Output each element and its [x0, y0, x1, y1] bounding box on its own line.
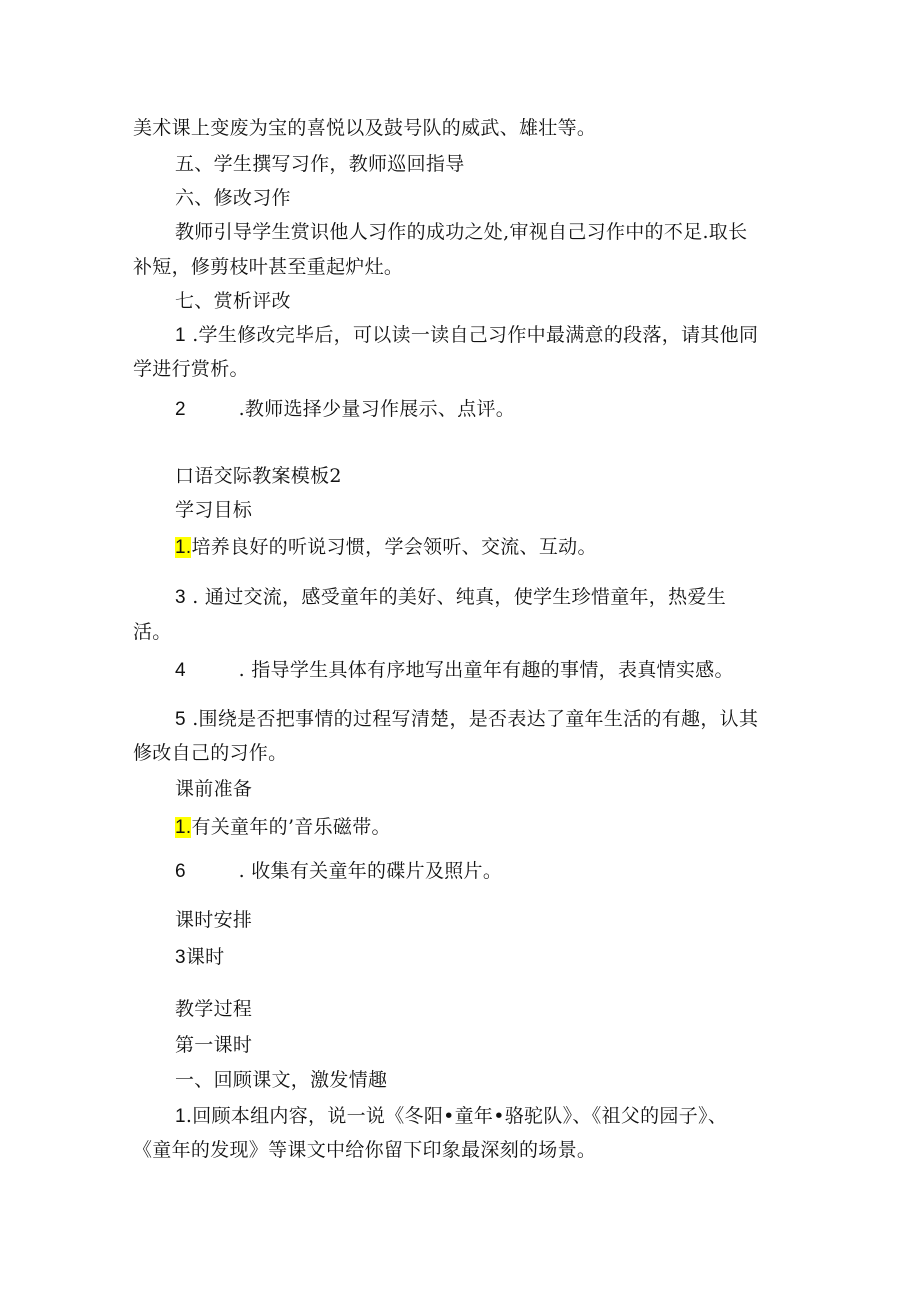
- list-text: .教师选择少量习作展示、点评。: [238, 398, 516, 420]
- section-heading-5: 五、学生撰写习作，教师巡回指导: [175, 153, 465, 175]
- paragraph-line: 美术课上变废为宝的喜悦以及鼓号队的威武、雄壮等。: [133, 117, 597, 139]
- list-text: 有关童年的’音乐磁带。: [191, 816, 391, 838]
- list-text: . 通过交流，感受童年的美好、纯真，使学生珍惜童年，热爱生: [192, 586, 726, 608]
- list-text: .回顾本组内容，说一说《冬阳•童年•骆驼队》、《祖父的园子》、: [185, 1105, 728, 1127]
- paragraph-line: 《童年的发现》等课文中给你留下印象最深刻的场景。: [133, 1139, 597, 1161]
- prep-item-1: [175, 814, 391, 841]
- prep-item-6: [175, 858, 502, 885]
- list-text: . 指导学生具体有序地写出童年有趣的事情，表真情实感。: [238, 659, 734, 681]
- goal-item-3: [175, 584, 726, 611]
- subheading-schedule: 课时安排: [175, 909, 253, 931]
- list-text: .学生修改完毕后，可以读一读自己习作中最满意的段落，请其他同: [192, 324, 759, 346]
- subheading-prep: 课前准备: [175, 778, 253, 800]
- list-text: 培养良好的听说习惯，学会领听、交流、互动。: [191, 536, 597, 558]
- list-number: 3: [175, 587, 186, 608]
- section-heading-6: 六、修改习作: [175, 187, 291, 209]
- goal-item-1: [175, 534, 597, 561]
- list-number: 5: [175, 709, 186, 730]
- list-text: . 收集有关童年的碟片及照片。: [238, 860, 503, 882]
- paragraph-line: 活。: [133, 621, 172, 643]
- highlighted-number: 1.: [175, 817, 192, 838]
- paragraph-line: 补短，修剪枝叶甚至重起炉灶。: [133, 256, 404, 278]
- goal-item-5: [175, 706, 758, 733]
- list-item-2: [175, 396, 515, 423]
- highlighted-number: 1.: [175, 537, 192, 558]
- list-item-1: [175, 322, 758, 349]
- list-number: 4: [175, 660, 186, 681]
- subheading-process: 教学过程: [175, 998, 253, 1020]
- section-heading-7: 七、赏析评改: [175, 290, 291, 312]
- paragraph-line: 修改自己的习作。: [133, 742, 288, 764]
- list-number: 2: [175, 399, 186, 420]
- paragraph-line: 教师引导学生赏识他人习作的成功之处,审视自己习作中的不足.取长: [175, 221, 748, 243]
- goal-item-4: [175, 657, 734, 684]
- subheading-goals: 学习目标: [175, 499, 253, 521]
- list-number: 6: [175, 861, 186, 882]
- class-hours: 3课时: [175, 947, 225, 968]
- subheading-first-lesson: 第一课时: [175, 1034, 253, 1056]
- document-title: 口语交际教案模板2: [175, 465, 342, 487]
- list-number: 1: [175, 325, 186, 346]
- list-number: 1: [175, 1106, 186, 1127]
- step-heading-1: 一、回顾课文，激发情趣: [175, 1069, 388, 1091]
- paragraph-line: 学进行赏析。: [133, 358, 249, 380]
- list-text: .围绕是否把事情的过程写清楚，是否表达了童年生活的有趣，认其: [192, 708, 759, 730]
- review-item-1: [175, 1103, 727, 1130]
